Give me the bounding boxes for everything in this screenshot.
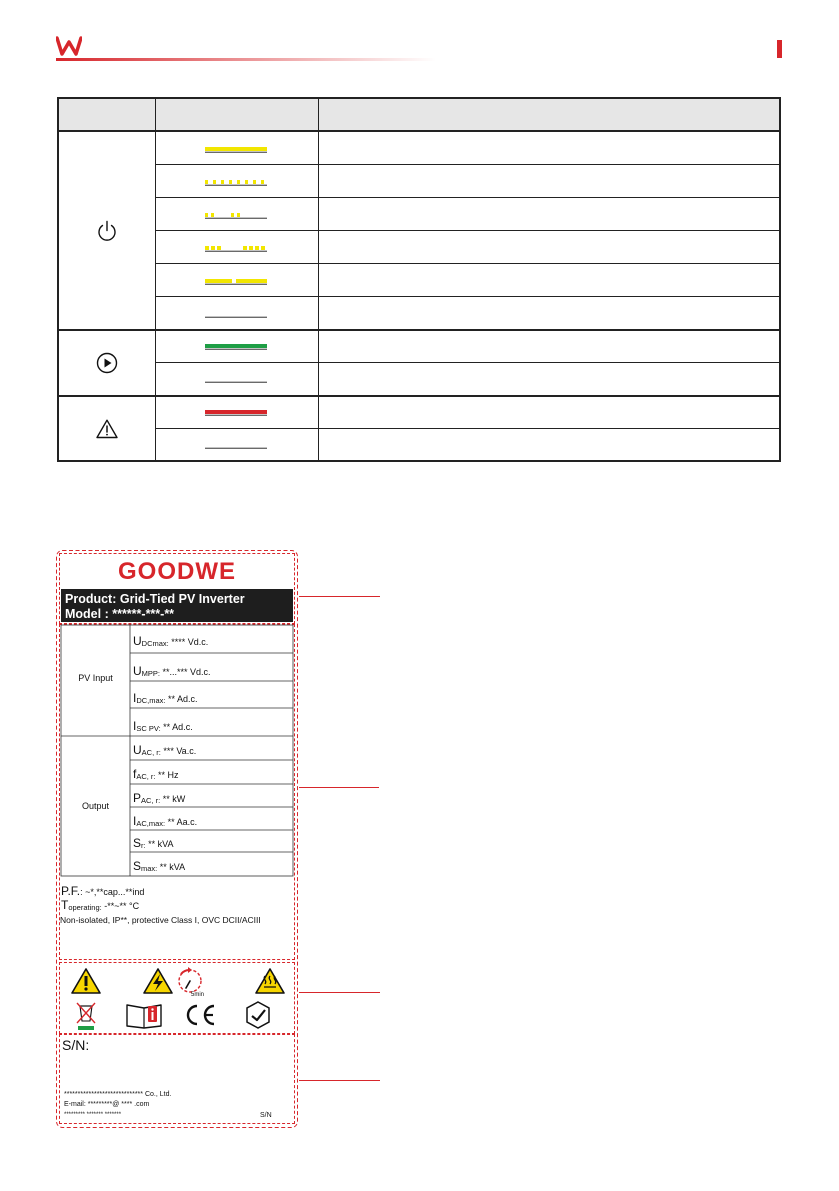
output-rating-row: $S_{max:}$ ** kVA <box>133 859 186 873</box>
table-header-row <box>59 99 779 132</box>
callout-line-ratings <box>299 787 379 788</box>
pv-rating-row: $I_{DC,max:} ** Ad.c$. <box>133 691 198 705</box>
header-page-mark <box>777 40 782 58</box>
row-divider <box>155 428 779 429</box>
isolation-text: Non-isolated, IP**, protective Class I, OVC DCII/ACIII <box>60 915 261 925</box>
led-solid-yellow-mark <box>205 147 267 153</box>
general-warning-icon <box>70 967 102 995</box>
serial-number-label: S/N: <box>62 1037 90 1053</box>
goodwe-w-logo-icon <box>56 36 82 56</box>
hot-surface-warning-icon <box>254 967 286 995</box>
address-placeholder-text: ********* ******* ******* <box>64 1112 122 1118</box>
output-rating-row: $S_{r:}$ ** kVA <box>133 836 174 850</box>
brand-logo-text: GOODWE <box>118 558 236 585</box>
serial-barcode-label: S/N <box>260 1112 272 1119</box>
ce-mark-icon <box>183 1003 217 1027</box>
led-off-mark <box>205 377 267 383</box>
row-divider <box>155 230 779 231</box>
output-rating-row: $f_{AC, r:}$ ** Hz <box>133 767 179 781</box>
weee-crossed-bin-icon <box>75 1001 97 1031</box>
power-factor-text: P.F.: ~*,**cap...**ind <box>61 884 145 898</box>
play-circle-icon <box>96 352 118 374</box>
led-blink-triple-yellow-mark <box>205 246 267 252</box>
pv-rating-row: $U_{MPP:}$ **...*** Vd.c. <box>133 664 211 678</box>
column-divider <box>155 99 156 460</box>
led-blink-single-yellow-mark <box>205 213 267 219</box>
rcm-mark-icon <box>243 1000 273 1030</box>
inverter-nameplate <box>55 549 299 1129</box>
running-group-cell <box>59 331 155 395</box>
led-off-mark <box>205 312 267 318</box>
pv-rating-row: $I_{SC PV:} ** Ad.c$. <box>133 719 193 733</box>
output-rating-row: $P_{AC, r:}$ ** kW <box>133 791 186 805</box>
callout-line-product <box>299 596 380 597</box>
fault-group-cell <box>59 397 155 460</box>
led-blink-fast-yellow-mark <box>205 180 267 186</box>
email-text: E-mail: *********@ **** .com <box>64 1101 150 1108</box>
power-group-cell <box>59 132 155 329</box>
callout-line-serial <box>299 1080 380 1081</box>
discharge-time-label: 5min <box>191 992 205 998</box>
pv-rating-row: $U_{DCmax:}$ **** Vd.c. <box>133 634 209 648</box>
group-divider <box>59 395 779 397</box>
pv-input-label: PV Input <box>78 673 113 683</box>
output-label: Output <box>81 801 110 811</box>
column-divider <box>318 99 319 460</box>
product-text: Product: Grid-Tied PV Inverter <box>65 592 245 606</box>
warning-triangle-icon <box>95 418 119 440</box>
led-indicator-table <box>57 97 781 462</box>
operating-temp-text: $T_{operating:}$ -**~** °C <box>61 898 140 912</box>
power-icon <box>96 219 118 243</box>
callout-line-symbols <box>299 992 380 993</box>
row-divider <box>155 362 779 363</box>
output-rating-row: $U_{AC, r:}$ *** Va.c. <box>133 743 197 757</box>
led-blink-slow-yellow-mark <box>205 279 267 285</box>
row-divider <box>155 164 779 165</box>
output-rating-row: $I_{AC,max:} ** Aa.c$. <box>133 814 198 828</box>
led-off-mark <box>205 443 267 449</box>
row-divider <box>155 263 779 264</box>
read-manual-icon <box>125 1001 163 1029</box>
row-divider <box>155 296 779 297</box>
company-text: ***************************** Co., Ltd. <box>64 1091 172 1098</box>
electric-shock-warning-icon <box>142 967 174 995</box>
row-divider <box>155 197 779 198</box>
group-divider <box>59 329 779 331</box>
section-serial-outline <box>59 1034 295 1124</box>
led-solid-red-mark <box>205 410 267 416</box>
header-rule <box>56 58 436 61</box>
led-solid-green-mark <box>205 344 267 350</box>
model-text: Model : ******-***-** <box>65 607 175 621</box>
